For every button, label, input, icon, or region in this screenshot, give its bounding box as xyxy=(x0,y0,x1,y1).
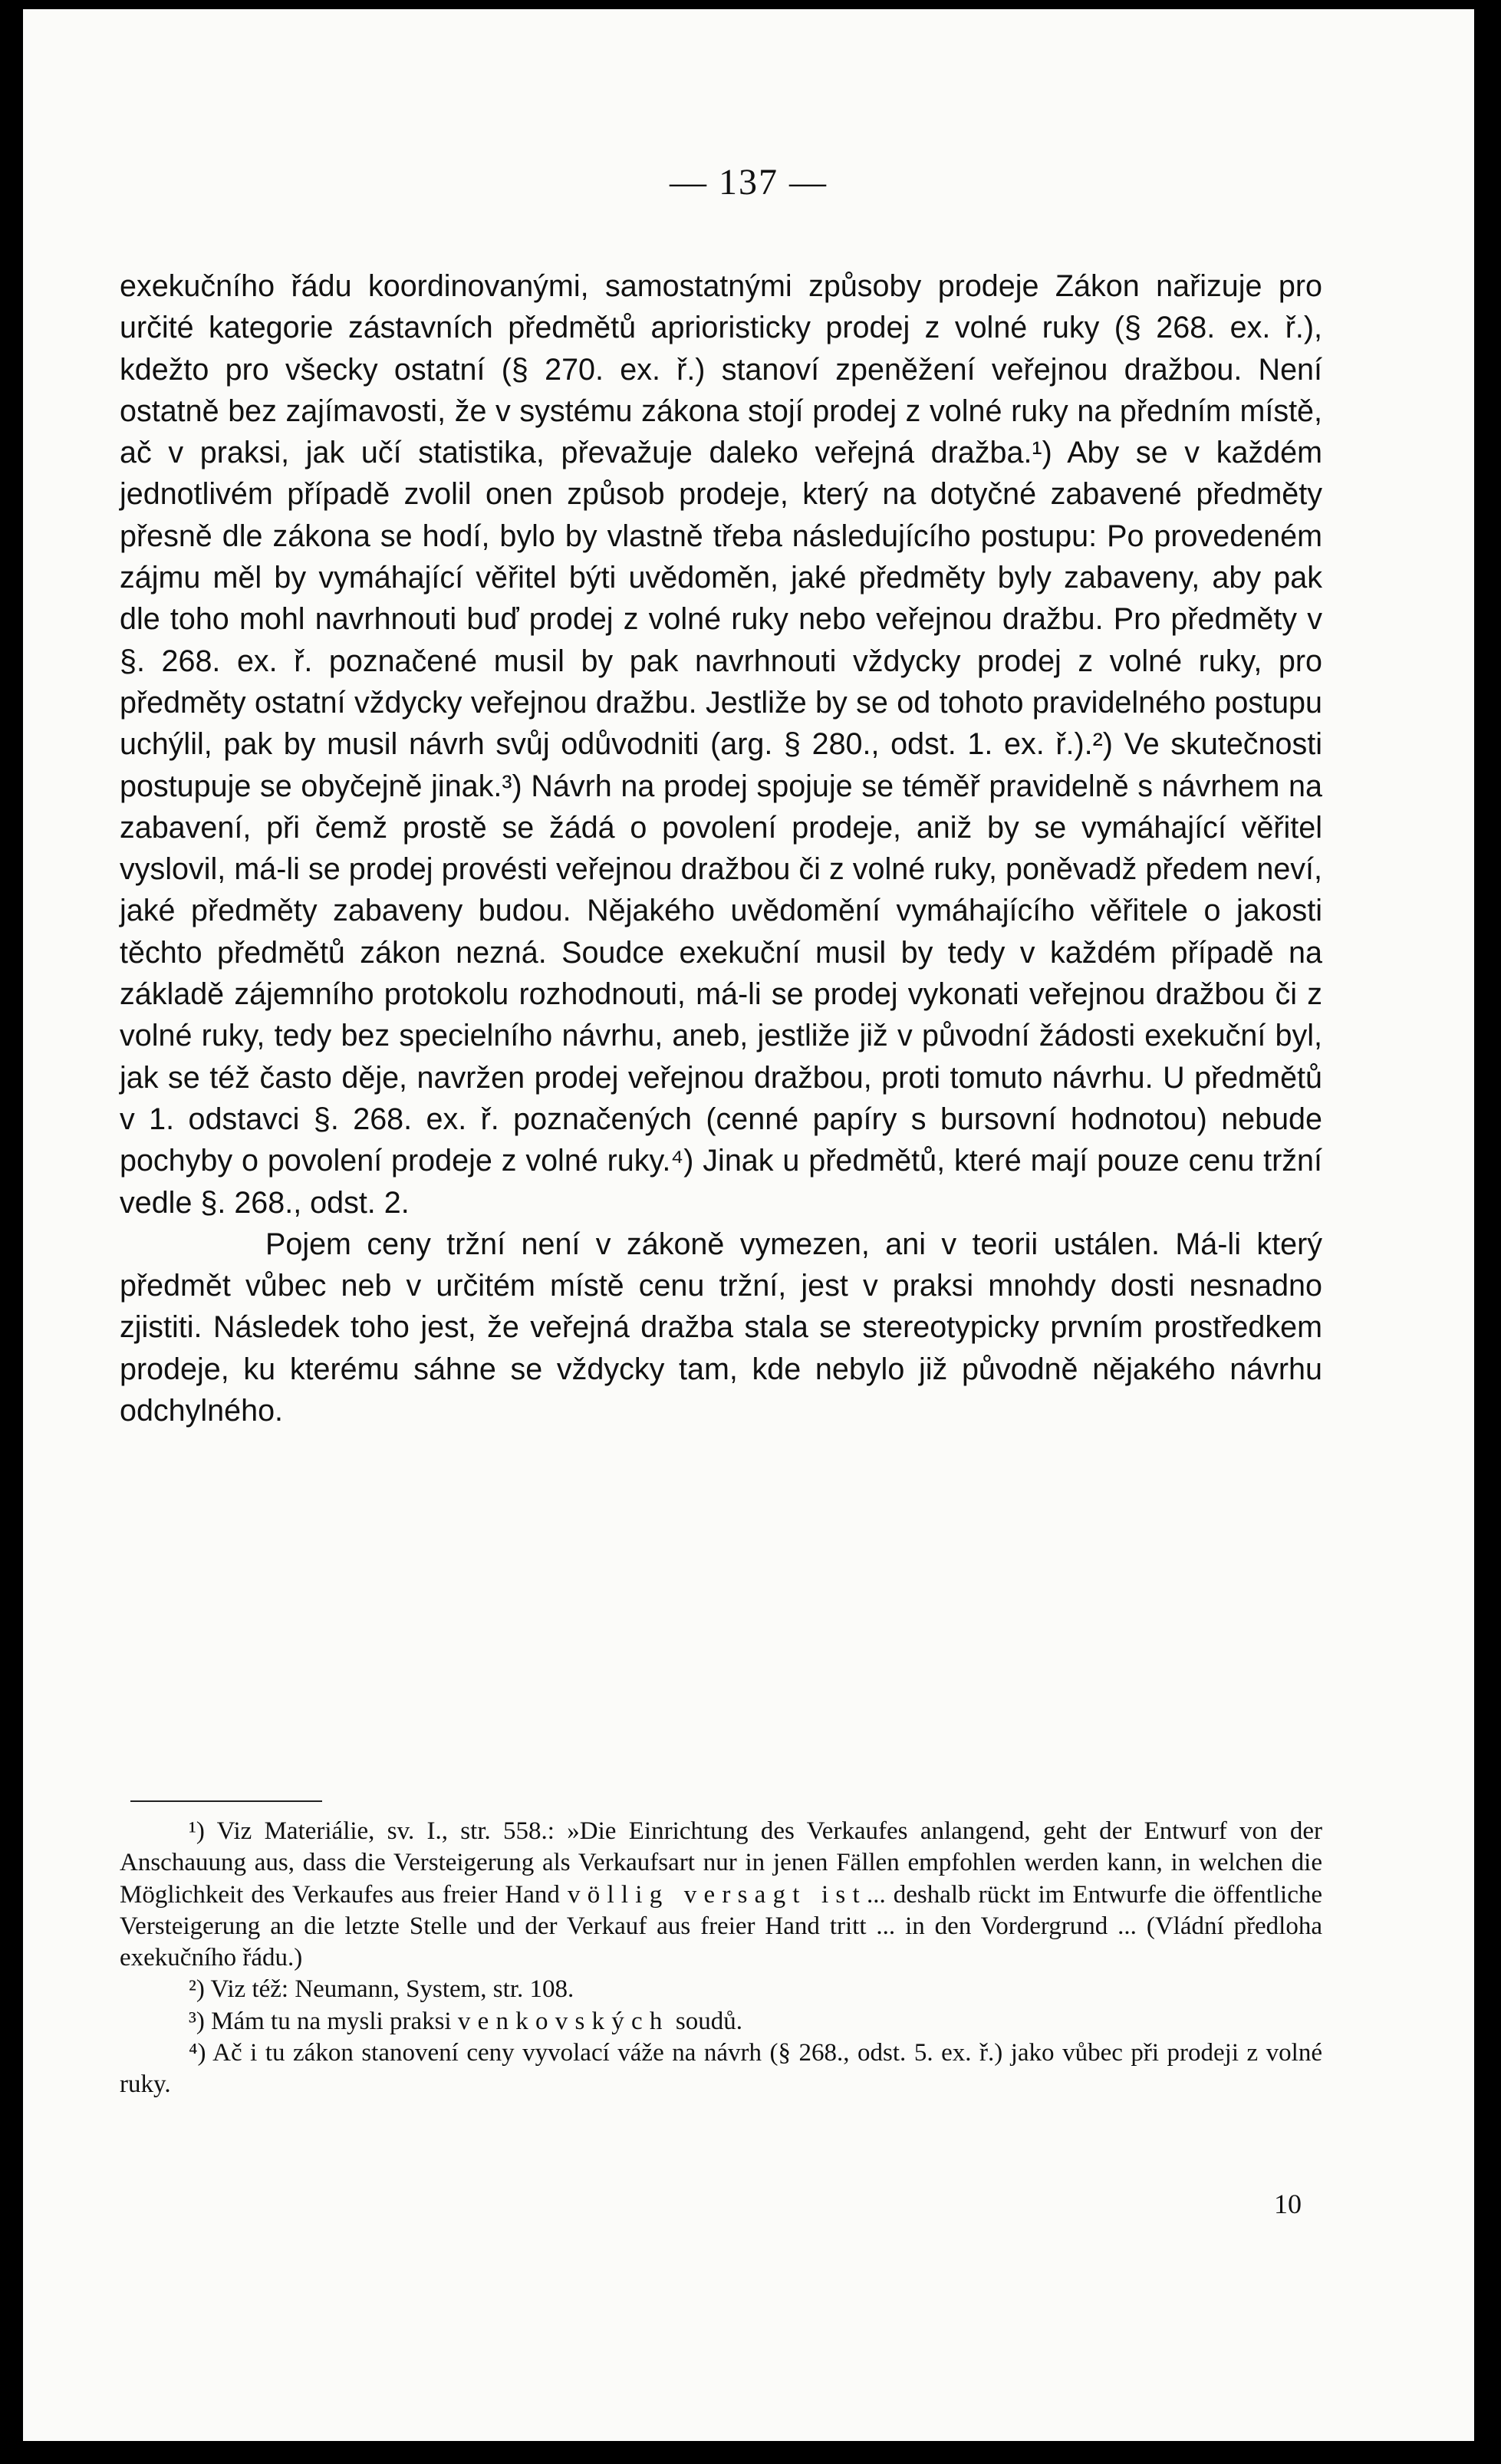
footnotes xyxy=(120,1816,1322,2101)
footnote-divider xyxy=(130,1800,322,1802)
body-text xyxy=(120,265,1322,1431)
footnote-1-text-b: ... deshalb rückt im Entwurfe die öffentliche Versteigerung an die letzte Stelle und der Verkauf aus freier Hand tritt ... in den Vordergrund ... (Vládní předloha exekučního řádu.) xyxy=(120,1880,1322,1972)
book-page xyxy=(23,9,1474,2441)
footnote-3 xyxy=(120,2006,1322,2037)
paragraph-1: exekučního řádu koordinovanými, samostatnými způsoby prodeje Zákon nařizuje pro určité kategorie zástavních předmětů aprioristicky prodej z volné ruky (§ 268. ex. ř.), kdežto pro všecky ostatní (§ 270. ex. ř.) stanoví zpeněžení veřejnou dražbou. Není ostatně bez zajímavosti, že v systému zákona stojí prodej z volné ruky na předním místě, ač v praksi, jak učí statistika, převažuje daleko veřejná dražba.¹) Aby se v každém jednotlivém případě zvolil onen způsob prodeje, který na dotyčné zabavené předměty přesně dle zákona se hodí, bylo by vlastně třeba následujícího postupu: Po provedeném zájmu měl by vymáhající věřitel býti uvědoměn, jaké předměty byly zabaveny, aby pak dle toho mohl navrhnouti buď prodej z volné ruky nebo veřejnou dražbu. Pro předměty v §. 268. ex. ř. poznačené musil by pak navrhnouti vždycky prodej z volné ruky, pro předměty ostatní vždycky veřejnou dražbu. Jestliže by se od tohoto pravidelného postupu uchýlil, pak by musil návrh svůj odůvodniti (arg. § 280., odst. 1. ex. ř.).²) Ve skutečnosti postupuje se obyčejně jinak.³) Návrh na prodej spojuje se téměř pravidelně s návrhem na zabavení, při čemž prostě se žádá o povolení prodeje, aniž by se vymáhající věřitel vyslovil, má-li se prodej provésti veřejnou dražbou či z volné ruky, poněvadž předem neví, jaké předměty zabaveny budou. Nějakého uvědomění vymáhajícího věřitele o jakosti těchto předmětů zákon nezná. Soudce exekuční musil by tedy v každém případě na základě zájemního protokolu rozhodnouti, má-li se prodej vykonati veřejnou dražbou či z volné ruky, tedy bez specielního návrhu, aneb, jestliže již v původní žádosti exekuční byl, jak se též často děje, navržen prodej veřejnou dražbou, proti tomuto návrhu. U předmětů v 1. odstavci §. 268. ex. ř. poznačených (cenné papíry s bursovní hodnotou) nebude pochyby o povolení prodeje z volné ruky.⁴) Jinak u předmětů, které mají pouze cenu tržní vedle §. 268., odst. 2. xyxy=(120,269,1322,1220)
footnote-1 xyxy=(120,1816,1322,1974)
footnote-4: ⁴) Ač i tu zákon stanovení ceny vyvolací váže na návrh (§ 268., odst. 5. ex. ř.) jako vůbec při prodeji z volné ruky. xyxy=(120,2039,1322,2099)
footnote-1-spaced: völlig versagt ist xyxy=(567,1880,867,1909)
footnote-3-spaced: venkovských xyxy=(457,2007,670,2035)
paragraph-2: Pojem ceny tržní není v zákoně vymezen, ani v teorii ustálen. Má-li který předmět vůbec neb v určitém místě cenu tržní, jest v praksi mnohdy dosti nesnadno zjistiti. Následek toho jest, že veřejná dražba stala se stereotypicky prvním prostředkem prodeje, ku kterému sáhne se vždycky tam, kde nebylo již původně nějakého návrhu odchylného. xyxy=(120,1227,1322,1428)
footnote-3-text-b: soudů. xyxy=(669,2007,742,2035)
footnote-2: ²) Viz též: Neumann, System, str. 108. xyxy=(189,1975,574,2004)
sheet-number: 10 xyxy=(1274,2189,1302,2219)
footnote-1-text-a: ¹) Viz Materiálie, sv. I., str. 558.: »Die Einrichtung des Verkaufes anlangend, geht der Entwurf von der Anschauung aus, dass die Versteigerung als Verkaufsart nur in jenen Fällen empfohlen werden kann, in welchen die Möglichkeit des Verkaufes aus freier Hand xyxy=(120,1817,1322,1909)
page-number: — 137 — xyxy=(670,162,828,203)
footnote-3-text-a: ³) Mám tu na mysli praksi xyxy=(189,2007,458,2035)
